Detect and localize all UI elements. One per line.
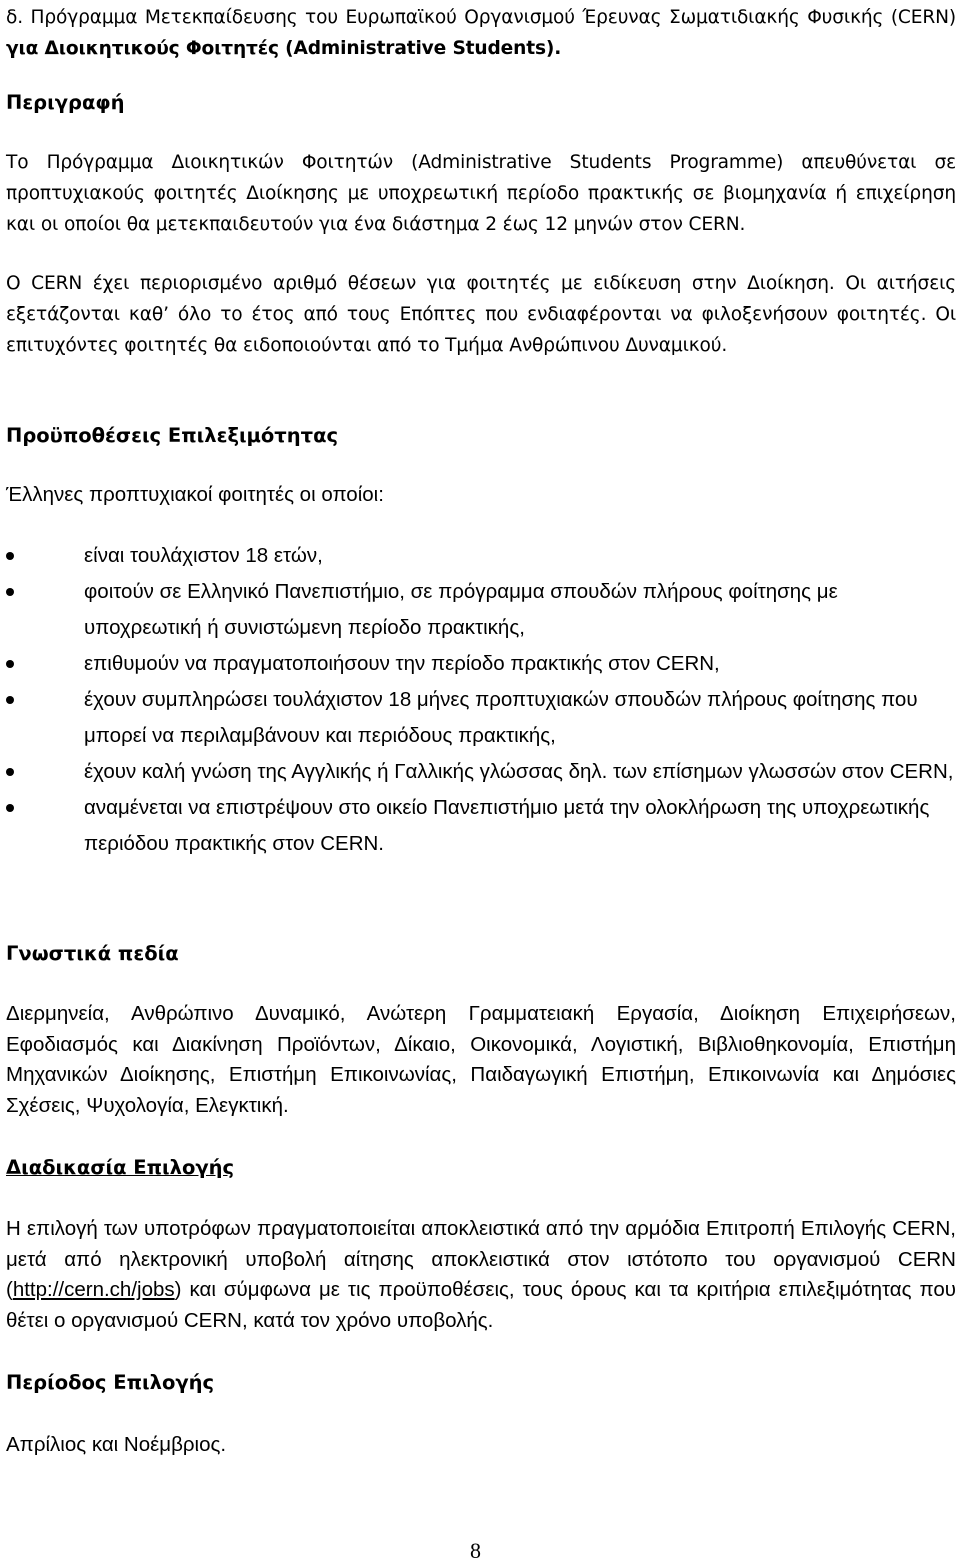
description-para2-text: Ο CERN έχει περιορισμένο αριθμό θέσεων για φοιτητές με ειδίκευση στην Διοίκηση. Οι αιτήσεις εξετάζονται καθ’ όλο το έτος από τους Επόπτες που ενδιαφέρονται να φιλοξενήσουν φοιτητές. Οι επιτυχόντες φοιτητές θα ειδοποιούνται από το Τμήμα Ανθρώπινου Δυναμικού. bbox=[6, 273, 956, 356]
eligibility-heading: Προϋποθέσεις Επιλεξιμότητας bbox=[6, 424, 339, 447]
eligibility-list bbox=[6, 538, 956, 862]
list-item-text: επιθυμούν να πραγματοποιήσουν την περίοδο πρακτικής στον CERN, bbox=[84, 652, 720, 675]
list-item bbox=[6, 754, 956, 790]
page-number: 8 bbox=[470, 1538, 481, 1563]
bullet-icon bbox=[6, 768, 14, 776]
bullet-icon bbox=[6, 804, 14, 812]
section-title bbox=[6, 2, 956, 64]
list-item bbox=[6, 646, 956, 682]
selection-text bbox=[6, 1214, 956, 1336]
list-item bbox=[6, 574, 956, 646]
bullet-icon bbox=[6, 588, 14, 596]
fields-heading: Γνωστικά πεδία bbox=[6, 942, 179, 965]
period-text: Απρίλιος και Νοέμβριος. bbox=[6, 1433, 227, 1456]
list-item-text: έχουν συμπληρώσει τουλάχιστον 18 μήνες προπτυχιακών σπουδών πλήρους φοίτησης που μπορεί να περιλαμβάνουν και περιόδους πρακτικής, bbox=[84, 688, 918, 747]
fields-paragraph bbox=[6, 999, 956, 1121]
list-item-text: είναι τουλάχιστον 18 ετών, bbox=[84, 544, 323, 567]
fields-text: Διερμηνεία, Ανθρώπινο Δυναμικό, Ανώτερη Γραμματειακή Εργασία, Διοίκηση Επιχειρήσεων, Εφοδιασμός και Διακίνηση Προϊόντων, Δίκαιο, Οικονομικά, Λογιστική, Βιβλιοθηκονομία, Επιστήμη Μηχανικών Διοίκησης, Επιστήμη Επικοινωνίας, Παιδαγωγική Επιστήμη, Επικοινωνία και Δημόσιες Σχέσεις, Ψυχολογία, Ελεγκτική. bbox=[6, 1002, 956, 1117]
section-title-bold: για Διοικητικούς Φοιτητές (Administrative Students). bbox=[6, 38, 562, 59]
cern-jobs-link[interactable]: http://cern.ch/jobs bbox=[12, 1278, 175, 1301]
description-para1-text: Το Πρόγραμμα Διοικητικών Φοιτητών (Administrative Students Programme) απευθύνεται σε προπτυχιακούς φοιτητές Διοίκησης με υποχρεωτική περίοδο πρακτικής σε βιομηχανία ή επιχείρηση και οι οποίοι θα μετεκπαιδευτούν για ένα διάστημα 2 έως 12 μηνών στον CERN. bbox=[6, 152, 956, 235]
selection-paragraph bbox=[6, 1214, 956, 1336]
section-title-prefix: δ. Πρόγραμμα Μετεκπαίδευσης του Ευρωπαϊκού Οργανισμού Έρευνας Σωματιδιακής Φυσικής (CERN) bbox=[6, 7, 956, 28]
selection-heading: Διαδικασία Επιλογής bbox=[6, 1156, 235, 1179]
bullet-icon bbox=[6, 696, 14, 704]
period-heading: Περίοδος Επιλογής bbox=[6, 1371, 215, 1394]
list-item bbox=[6, 682, 956, 754]
list-item-text: αναμένεται να επιστρέψουν στο οικείο Πανεπιστήμιο μετά την ολοκλήρωση της υποχρεωτικής περιόδου πρακτικής στον CERN. bbox=[84, 796, 930, 855]
description-heading: Περιγραφή bbox=[6, 91, 125, 114]
eligibility-intro-text: Έλληνες προπτυχιακοί φοιτητές οι οποίοι: bbox=[6, 483, 384, 506]
bullet-icon bbox=[6, 552, 14, 560]
description-paragraph-2 bbox=[6, 268, 956, 361]
list-item-text: έχουν καλή γνώση της Αγγλικής ή Γαλλικής γλώσσας δηλ. των επίσημων γλωσσών στον CERN, bbox=[84, 760, 954, 783]
eligibility-intro bbox=[6, 480, 956, 511]
selection-text-before: Η επιλογή των υποτρόφων πραγματοποιείται αποκλειστικά από την αρμόδια Επιτροπή Επιλογής CERN, μετά από ηλεκτρονική υποβολή αίτησης αποκλειστικά στον ιστότοπο του οργανισμού CERN ( bbox=[6, 1217, 956, 1301]
description-paragraph-1 bbox=[6, 147, 956, 240]
period-paragraph bbox=[6, 1430, 956, 1461]
list-item bbox=[6, 790, 956, 862]
list-item-text: φοιτούν σε Ελληνικό Πανεπιστήμιο, σε πρόγραμμα σπουδών πλήρους φοίτησης με υποχρεωτική ή συνιστώμενη περίοδο πρακτικής, bbox=[84, 580, 838, 639]
list-item bbox=[6, 538, 956, 574]
section-title-text bbox=[6, 2, 956, 64]
selection-text-after: ) και σύμφωνα με τις προϋποθέσεις, τους όρους και τα κριτήρια επιλεξιμότητας που θέτει ο οργανισμού CERN, κατά τον χρόνο υποβολής. bbox=[6, 1278, 956, 1332]
bullet-icon bbox=[6, 660, 14, 668]
